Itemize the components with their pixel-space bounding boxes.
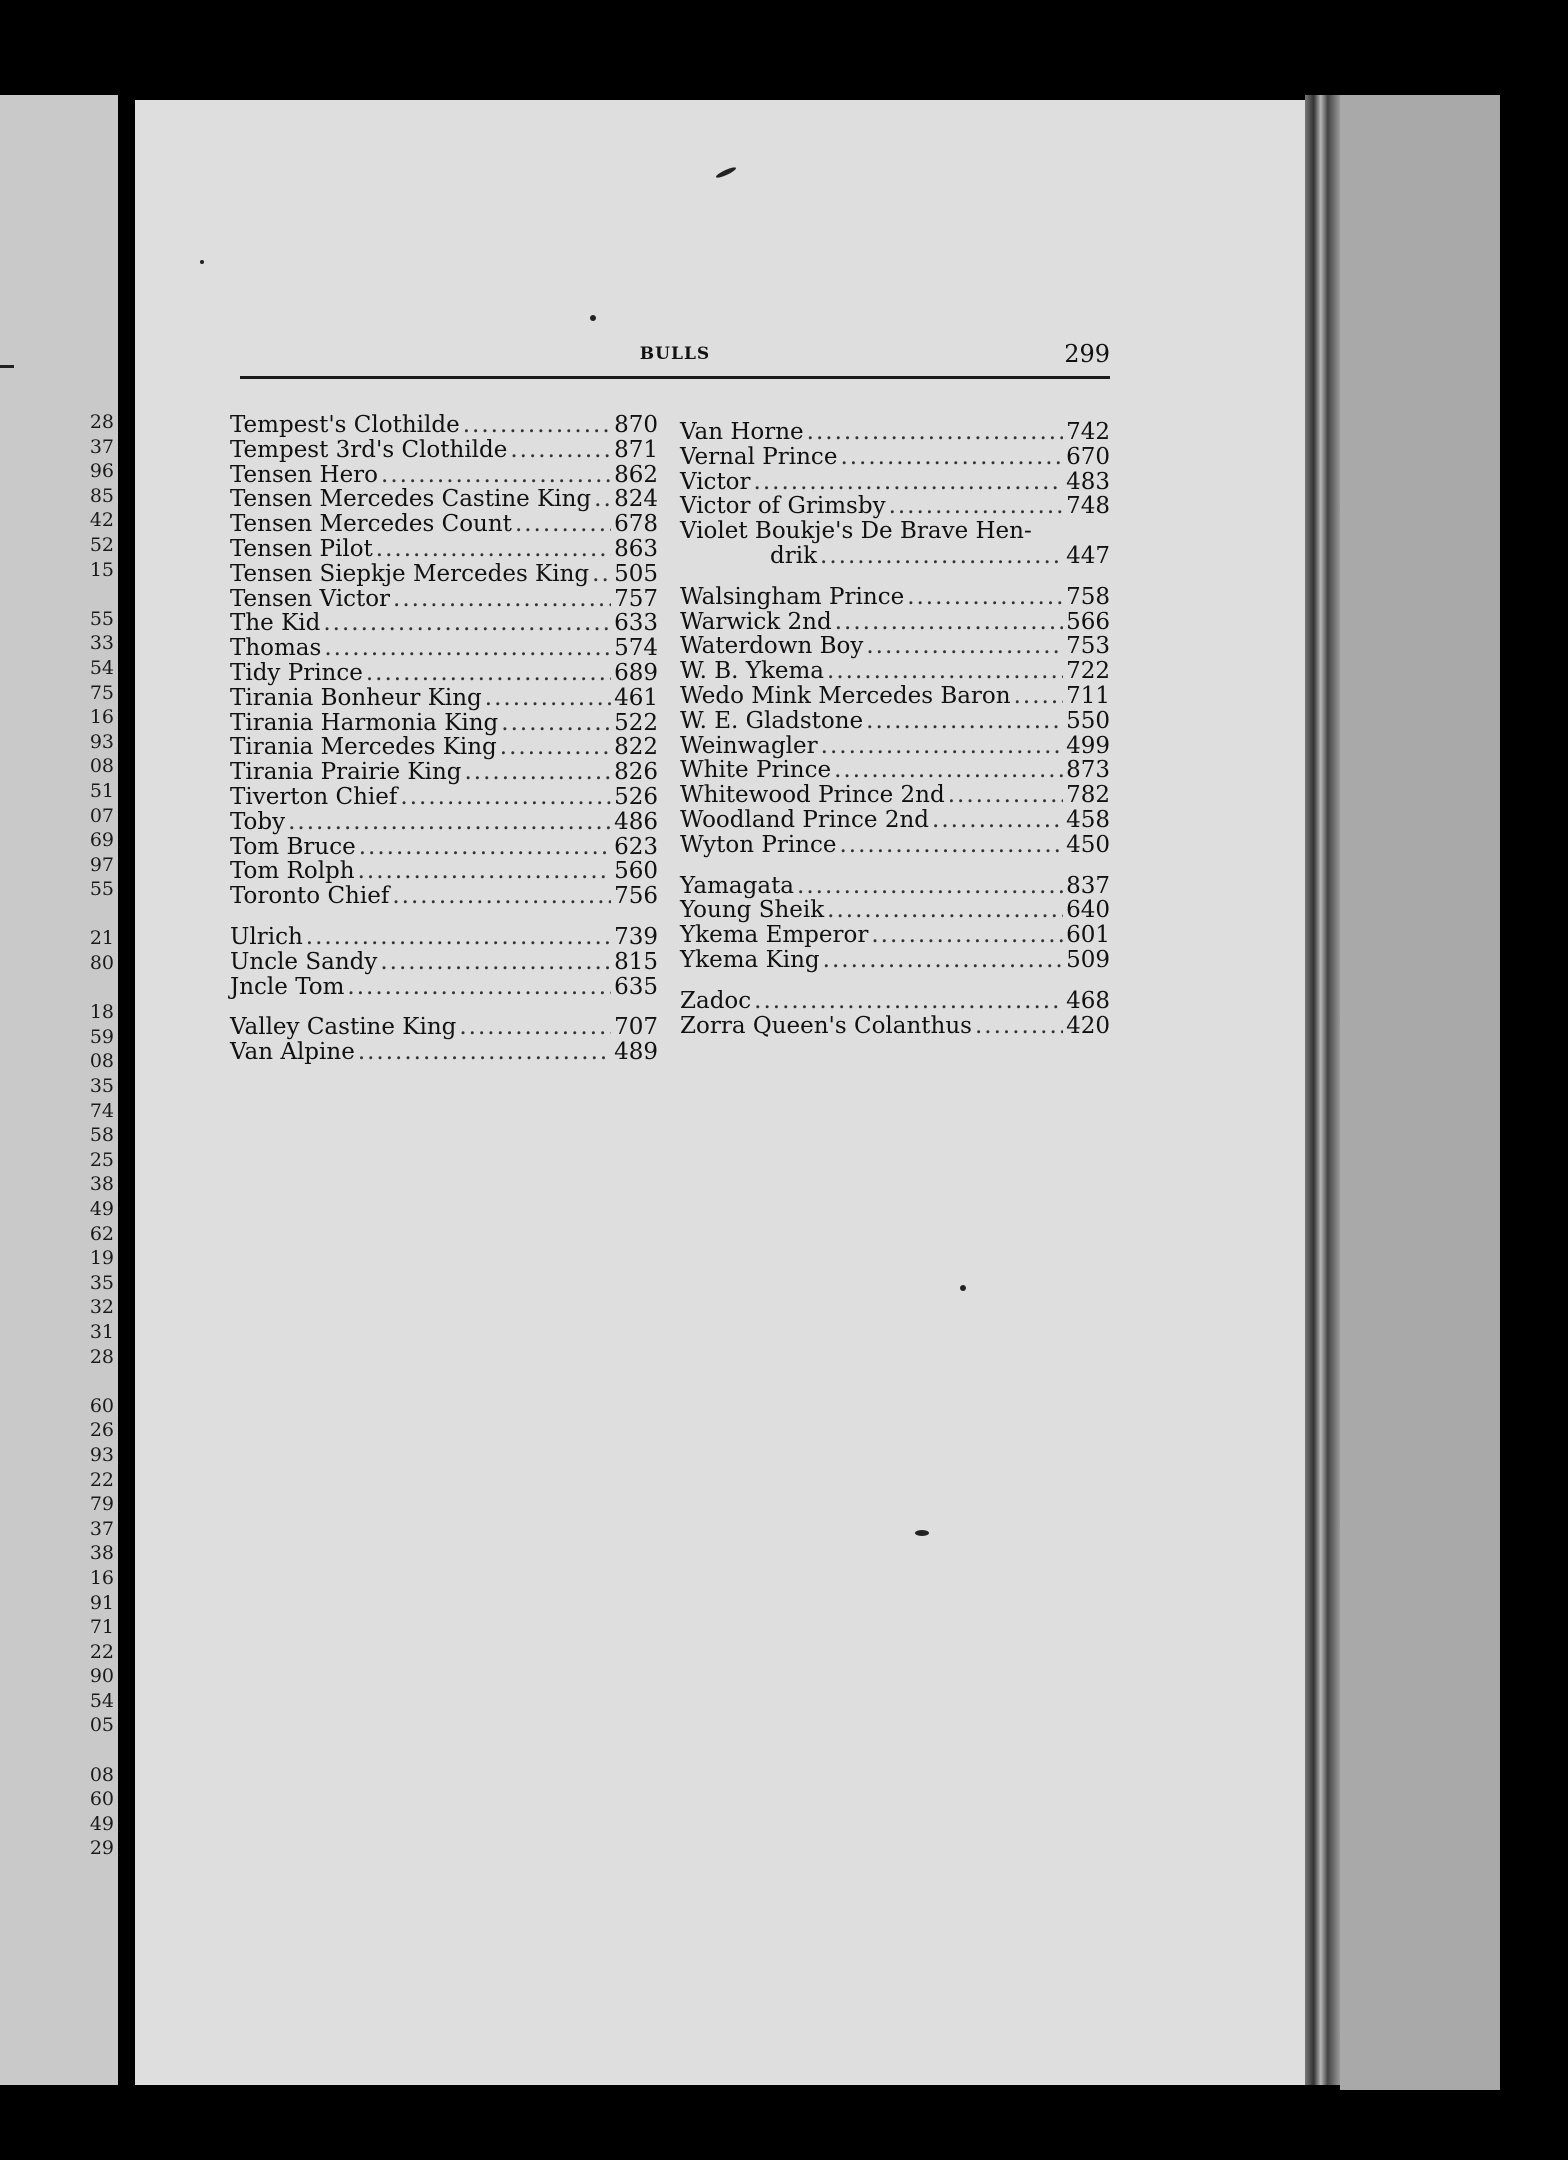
leader-dots xyxy=(366,661,611,686)
entry-page-number: 758 xyxy=(1066,583,1110,610)
facing-page-number: 49 xyxy=(89,1198,114,1220)
facing-page-number: 15 xyxy=(89,558,114,581)
index-entry xyxy=(680,494,1110,519)
index-entry xyxy=(680,544,1110,569)
entry-page-number: 526 xyxy=(614,783,658,810)
facing-page-number xyxy=(90,1738,114,1763)
index-entry xyxy=(230,884,658,909)
entry-page-number: 711 xyxy=(1066,682,1110,709)
index-column-right xyxy=(680,420,1110,1038)
index-entry xyxy=(680,948,1110,973)
entry-name: Warwick 2nd xyxy=(680,608,832,635)
index-entry xyxy=(680,808,1110,833)
index-entry xyxy=(680,1014,1110,1039)
facing-page-number: 49 xyxy=(89,1812,114,1835)
entry-page-number: 748 xyxy=(1066,493,1110,520)
facing-page-number: 55 xyxy=(89,607,114,630)
entry-page-number: 633 xyxy=(614,610,658,637)
entry-name: Tensen Victor xyxy=(230,585,391,612)
section-gap xyxy=(230,909,658,925)
entry-page-number: 722 xyxy=(1066,658,1110,685)
entry-page-number: 815 xyxy=(614,948,658,975)
leader-dots xyxy=(288,810,611,835)
entry-name: Waterdown Boy xyxy=(680,633,864,660)
leader-dots xyxy=(376,537,611,562)
facing-page-number: 69 xyxy=(89,829,114,852)
index-entry xyxy=(680,610,1110,635)
entry-page-number: 635 xyxy=(614,973,658,1000)
entry-name: Young Sheik xyxy=(680,897,825,924)
entry-name: Tom Bruce xyxy=(230,833,356,860)
entry-name: Tempest 3rd's Clothilde xyxy=(230,436,508,463)
entry-name: Ykema Emperor xyxy=(680,922,869,949)
entry-page-number: 447 xyxy=(1066,542,1110,569)
facing-page-number: 19 xyxy=(89,1247,114,1270)
facing-page-number: 05 xyxy=(89,1714,114,1737)
leader-dots xyxy=(358,859,611,884)
index-entry xyxy=(680,709,1110,734)
entry-page-number: 450 xyxy=(1066,831,1110,858)
entry-page-number: 522 xyxy=(614,709,658,736)
index-entry xyxy=(230,537,658,562)
facing-page-number: 54 xyxy=(89,1689,114,1712)
facing-page-number: 85 xyxy=(89,484,114,507)
facing-page-number: 16 xyxy=(89,1566,114,1589)
index-entry xyxy=(230,975,658,1000)
entry-name: Tempest's Clothilde xyxy=(230,412,460,438)
book-page xyxy=(135,100,1305,2085)
entry-name: Zorra Queen's Colanthus xyxy=(680,1012,972,1039)
index-entry xyxy=(680,659,1110,684)
facing-page-number: 58 xyxy=(89,1124,114,1147)
entry-page-number: 871 xyxy=(614,436,658,463)
header-rule xyxy=(240,376,1110,379)
leader-dots xyxy=(515,512,611,537)
leader-dots xyxy=(948,783,1063,808)
entry-page-number: 601 xyxy=(1066,922,1110,949)
facing-page-number: 08 xyxy=(89,755,114,778)
leader-dots xyxy=(820,544,1063,569)
facing-page-number xyxy=(90,976,114,1001)
entry-name: Victor xyxy=(680,468,751,495)
leader-dots xyxy=(835,610,1063,635)
entry-page-number: 461 xyxy=(614,684,658,711)
entry-name: Tensen Siepkje Mercedes King xyxy=(230,560,590,587)
facing-page-number: 60 xyxy=(89,1394,114,1417)
facing-page-number: 25 xyxy=(89,1148,114,1171)
entry-name: Ulrich xyxy=(230,923,303,950)
entry-name: Tom Rolph xyxy=(230,858,355,885)
facing-page-number: 16 xyxy=(89,706,114,729)
leader-dots xyxy=(380,950,611,975)
page-number: 299 xyxy=(1064,340,1110,368)
entry-page-number: 509 xyxy=(1066,946,1110,973)
facing-page-number: 18 xyxy=(89,1001,114,1024)
facing-page-number: 74 xyxy=(89,1099,114,1122)
entry-name: W. E. Gladstone xyxy=(680,707,864,734)
index-entry xyxy=(230,925,658,950)
facing-page-number: 59 xyxy=(89,1025,114,1048)
entry-page-number: 739 xyxy=(614,923,658,950)
index-entry xyxy=(230,810,658,835)
leader-dots xyxy=(907,585,1063,610)
entry-page-number: 486 xyxy=(614,808,658,835)
running-head: BULLS xyxy=(639,344,711,364)
leader-dots xyxy=(975,1014,1063,1039)
facing-page-number: 54 xyxy=(89,656,114,679)
leader-dots xyxy=(358,1040,611,1065)
facing-page-number: 79 xyxy=(89,1493,114,1516)
entry-name: Tirania Harmonia King xyxy=(230,709,499,736)
facing-page-number: 90 xyxy=(89,1665,114,1688)
entry-name: Tirania Mercedes King xyxy=(230,734,497,761)
entry-page-number: 468 xyxy=(1066,987,1110,1014)
index-entry xyxy=(230,512,658,537)
facing-page-number: 51 xyxy=(89,779,114,802)
entry-name: Tirania Bonheur King xyxy=(230,684,482,711)
facing-page-number: 91 xyxy=(89,1591,114,1614)
entry-page-number: 623 xyxy=(614,833,658,860)
leader-dots xyxy=(306,925,611,950)
facing-page-dash xyxy=(0,365,14,368)
facing-page-number: 29 xyxy=(89,1837,114,1860)
leader-dots xyxy=(1014,684,1063,709)
entry-page-number: 757 xyxy=(614,585,658,612)
leader-dots xyxy=(827,659,1063,684)
entry-name: Valley Castine King xyxy=(230,1014,457,1041)
index-entry xyxy=(680,874,1110,899)
leader-dots xyxy=(866,709,1063,734)
entry-name: Victor of Grimsby xyxy=(680,493,886,520)
leader-dots xyxy=(400,785,611,810)
entry-page-number: 862 xyxy=(614,461,658,488)
entry-page-number: 822 xyxy=(614,734,658,761)
index-entry xyxy=(680,470,1110,495)
index-entry xyxy=(230,562,658,587)
entry-page-number: 420 xyxy=(1066,1012,1110,1039)
entry-page-number: 499 xyxy=(1066,732,1110,759)
index-entry xyxy=(230,413,658,438)
leader-dots xyxy=(889,494,1063,519)
section-gap xyxy=(680,973,1110,989)
entry-page-number: 826 xyxy=(614,759,658,786)
entry-name: Violet Boukje's De Brave Hen- xyxy=(680,518,1032,545)
facing-page-number: 37 xyxy=(89,1517,114,1540)
index-entry xyxy=(230,760,658,785)
facing-page-number: 42 xyxy=(89,509,114,532)
entry-name: Toronto Chief xyxy=(230,883,390,910)
entry-page-number: 707 xyxy=(614,1014,658,1041)
entry-page-number: 483 xyxy=(1066,468,1110,495)
index-entry xyxy=(230,735,658,760)
index-entry xyxy=(230,785,658,810)
index-entry xyxy=(230,636,658,661)
entry-page-number: 670 xyxy=(1066,443,1110,470)
leader-dots xyxy=(500,735,611,760)
entry-name: Tiverton Chief xyxy=(230,783,398,810)
leader-dots xyxy=(821,734,1063,759)
index-entry xyxy=(230,1040,658,1065)
entry-name: Wyton Prince xyxy=(680,831,837,858)
index-entry xyxy=(230,487,658,512)
facing-page-number: 35 xyxy=(89,1271,114,1294)
facing-page-number: 80 xyxy=(89,952,114,975)
facing-page-number: 38 xyxy=(89,1542,114,1565)
entry-page-number: 782 xyxy=(1066,782,1110,809)
entry-name: Zadoc xyxy=(680,987,752,1014)
entry-page-number: 742 xyxy=(1066,419,1110,445)
entry-name: Weinwagler xyxy=(680,732,818,759)
entry-name: Wedo Mink Mercedes Baron xyxy=(680,682,1011,709)
facing-page-number xyxy=(90,582,114,607)
leader-dots xyxy=(323,611,611,636)
index-entry xyxy=(680,734,1110,759)
entry-name: Tensen Pilot xyxy=(230,535,373,562)
entry-name: Yamagata xyxy=(680,872,795,899)
facing-page-number: 71 xyxy=(89,1616,114,1639)
facing-page-number: 22 xyxy=(89,1468,114,1491)
entry-page-number: 870 xyxy=(614,412,658,438)
entry-name: White Prince xyxy=(680,757,832,784)
leader-dots xyxy=(393,587,611,612)
entry-page-number: 574 xyxy=(614,635,658,662)
index-entry xyxy=(230,859,658,884)
facing-page-number: 60 xyxy=(89,1788,114,1811)
index-entry xyxy=(680,519,1110,544)
entry-name: The Kid xyxy=(230,610,321,637)
leader-dots xyxy=(754,470,1063,495)
entry-page-number: 640 xyxy=(1066,897,1110,924)
entry-page-number: 678 xyxy=(614,511,658,538)
facing-page-number: 21 xyxy=(89,927,114,950)
leader-dots xyxy=(834,758,1063,783)
index-entry xyxy=(230,661,658,686)
index-entry xyxy=(680,684,1110,709)
entry-page-number: 458 xyxy=(1066,806,1110,833)
leader-dots xyxy=(381,463,611,488)
leader-dots xyxy=(839,833,1063,858)
index-entry xyxy=(680,420,1110,445)
page-header xyxy=(240,340,1110,380)
leader-dots xyxy=(807,420,1063,445)
entry-page-number: 505 xyxy=(614,560,658,587)
entry-name: Van Horne xyxy=(680,419,804,445)
entry-page-number: 689 xyxy=(614,659,658,686)
entry-name: Tirania Prairie King xyxy=(230,759,462,786)
entry-page-number: 756 xyxy=(614,883,658,910)
section-gap xyxy=(680,569,1110,585)
facing-page-number xyxy=(90,902,114,927)
facing-page-number: 37 xyxy=(89,435,114,458)
facing-page-number: 93 xyxy=(89,730,114,753)
entry-name: Van Alpine xyxy=(230,1039,355,1066)
facing-page-number: 32 xyxy=(89,1296,114,1319)
leader-dots xyxy=(359,835,611,860)
index-entry xyxy=(230,463,658,488)
entry-name: Jncle Tom xyxy=(230,973,345,1000)
facing-page-number: 62 xyxy=(89,1222,114,1245)
leader-dots xyxy=(501,711,611,736)
entry-name: Vernal Prince xyxy=(680,443,838,470)
index-entry xyxy=(680,989,1110,1014)
index-entry xyxy=(680,898,1110,923)
entry-page-number: 566 xyxy=(1066,608,1110,635)
leader-dots xyxy=(754,989,1063,1014)
facing-page-number: 38 xyxy=(89,1173,114,1196)
leader-dots xyxy=(510,438,611,463)
leader-dots xyxy=(392,884,611,909)
leader-dots xyxy=(932,808,1063,833)
index-entry xyxy=(230,711,658,736)
leader-dots xyxy=(459,1015,611,1040)
facing-page-number: 28 xyxy=(89,411,114,433)
leader-dots xyxy=(840,445,1063,470)
facing-page-number: 08 xyxy=(89,1050,114,1073)
leader-dots xyxy=(823,948,1063,973)
facing-page-number: 75 xyxy=(89,681,114,704)
entry-name: Woodland Prince 2nd xyxy=(680,806,930,833)
leader-dots xyxy=(871,923,1063,948)
entry-name: W. B. Ykema xyxy=(680,658,825,685)
index-entry xyxy=(680,783,1110,808)
leader-dots xyxy=(592,562,611,587)
entry-name: Tensen Hero xyxy=(230,461,379,488)
facing-page-number: 93 xyxy=(89,1443,114,1466)
page-gutter xyxy=(1305,95,1340,2085)
entry-page-number: 873 xyxy=(1066,757,1110,784)
index-entry xyxy=(680,923,1110,948)
index-entry xyxy=(680,758,1110,783)
entry-name: Uncle Sandy xyxy=(230,948,378,975)
facing-page-number: 28 xyxy=(89,1345,114,1368)
facing-page-number: 26 xyxy=(89,1419,114,1442)
leader-dots xyxy=(594,487,611,512)
entry-page-number: 824 xyxy=(614,486,658,513)
page-edges xyxy=(1340,95,1500,2090)
entry-name: Whitewood Prince 2nd xyxy=(680,782,945,809)
facing-page-number: 07 xyxy=(89,804,114,827)
facing-page-number: 35 xyxy=(89,1075,114,1098)
facing-page-number: 08 xyxy=(89,1763,114,1786)
leader-dots xyxy=(347,975,611,1000)
facing-page-number: 22 xyxy=(89,1640,114,1663)
entry-page-number: 753 xyxy=(1066,633,1110,660)
entry-name: Tensen Mercedes Castine King xyxy=(230,486,592,513)
facing-page-number: 33 xyxy=(89,632,114,655)
leader-dots xyxy=(463,413,611,438)
entry-name: Walsingham Prince xyxy=(680,583,905,610)
entry-page-number: 560 xyxy=(614,858,658,885)
entry-name: Tensen Mercedes Count xyxy=(230,511,512,538)
facing-page-number: 96 xyxy=(89,460,114,483)
index-entry xyxy=(230,587,658,612)
facing-page-number: 97 xyxy=(89,853,114,876)
leader-dots xyxy=(827,898,1063,923)
index-entry xyxy=(230,950,658,975)
facing-page-fragment xyxy=(0,95,118,2085)
entry-name: Thomas xyxy=(230,635,322,662)
section-gap xyxy=(680,858,1110,874)
entry-page-number: 489 xyxy=(614,1039,658,1066)
entry-page-number: 550 xyxy=(1066,707,1110,734)
facing-page-number: 55 xyxy=(89,878,114,901)
entry-page-number: 863 xyxy=(614,535,658,562)
index-entry xyxy=(230,1015,658,1040)
entry-name: Tidy Prince xyxy=(230,659,363,686)
entry-name: drik xyxy=(770,542,818,569)
index-entry xyxy=(680,445,1110,470)
leader-dots xyxy=(797,874,1063,899)
facing-page-number: 52 xyxy=(89,533,114,556)
index-entry xyxy=(230,438,658,463)
leader-dots xyxy=(866,634,1063,659)
index-column-left xyxy=(230,413,658,1065)
facing-page-number: 31 xyxy=(89,1320,114,1343)
index-entry xyxy=(230,686,658,711)
index-entry xyxy=(680,833,1110,858)
entry-page-number: 837 xyxy=(1066,872,1110,899)
section-gap xyxy=(230,999,658,1015)
entry-name: Toby xyxy=(230,808,286,835)
facing-page-number xyxy=(90,1369,114,1394)
leader-dots xyxy=(324,636,611,661)
leader-dots xyxy=(464,760,611,785)
index-entry xyxy=(680,634,1110,659)
index-entry xyxy=(680,585,1110,610)
facing-page-numbers xyxy=(90,410,114,1861)
index-entry xyxy=(230,835,658,860)
entry-name: Ykema King xyxy=(680,946,820,973)
index-entry xyxy=(230,611,658,636)
leader-dots xyxy=(485,686,611,711)
